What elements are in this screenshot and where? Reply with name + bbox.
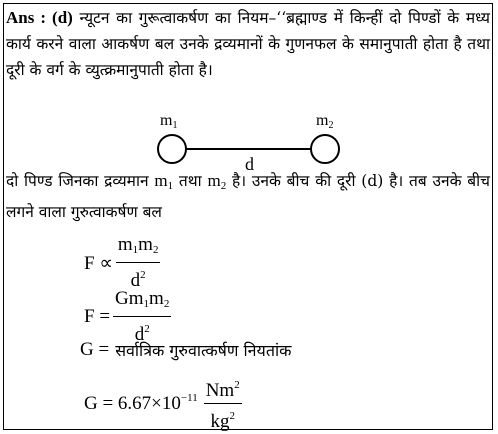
- mass2-circle: [311, 135, 339, 163]
- fraction-gm1m2-over-d2: $\frac{Gm_1m_2}{d^2}$: [115, 288, 170, 345]
- two-mass-diagram: [150, 112, 350, 174]
- equation-gravitation: F = $\frac{Gm_1m_2}{d^2}$: [84, 288, 170, 345]
- mass1-circle: [158, 135, 186, 163]
- m2-symbol: $m_2$: [207, 171, 227, 192]
- fraction-m1m2-over-d2: $\frac{m_1m_2}{d^2}$: [117, 234, 159, 291]
- g-value: $G = 6.67\times 10^{-11}$: [84, 392, 198, 414]
- equation-proportional: F ∝ $\frac{m_1m_2}{d^2}$: [84, 234, 159, 291]
- answer-label: Ans : (d): [6, 8, 73, 27]
- diagram-svg: [150, 112, 350, 174]
- distance-label: d: [245, 154, 254, 174]
- equation-g-definition: G = सर्वात्रिक गुरुवात्कर्षण नियतांक: [80, 339, 292, 360]
- fraction-units: $\frac{Nm^2}{kg^2}$: [204, 374, 242, 433]
- explanation-text: दो पिण्ड जिनका द्रव्यमान $m_1$ तथा $m_2$ है। उनके बीच की दूरी (d) है। तब उनके बीच लगने वाला गुरुत्वाकर्षण बल: [6, 171, 491, 221]
- m1-symbol: $m_1$: [154, 171, 174, 192]
- mass1-label: m1: [160, 112, 178, 131]
- equation-g-value: [84, 374, 242, 433]
- mass2-label: m2: [316, 112, 334, 131]
- law-statement: [6, 5, 490, 83]
- law-text: न्यूटन का गुरूत्वाकर्षण का नियम–‘‘ब्रह्माण्ड में किन्हीं दो पिण्डों के मध्य कार्य करने वाला आकर्षण बल उनके द्रव्यमानों के गुणनफल के समानुपाती होता है तथा दूरी के वर्ग के व्युत्क्रमानुपाती होता है।: [6, 9, 490, 79]
